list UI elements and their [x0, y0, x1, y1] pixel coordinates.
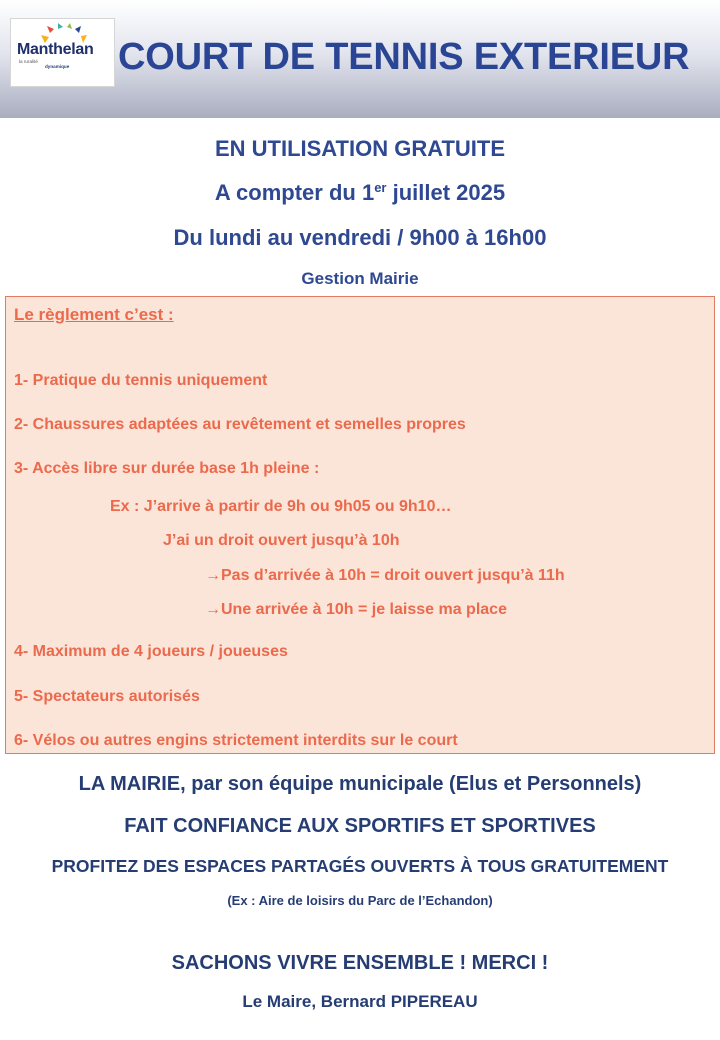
rule-3-example-2: J’ai un droit ouvert jusqu’à 10h — [163, 532, 400, 549]
start-date-prefix: A compter du 1 — [214, 180, 375, 205]
page-title: COURT DE TENNIS EXTERIEUR — [118, 36, 690, 78]
rule-3: 3- Accès libre sur durée base 1h pleine : — [14, 460, 320, 477]
management-line: Gestion Mairie — [301, 269, 419, 288]
rule-3-example-4-text: Une arrivée à 10h = je laisse ma place — [221, 601, 507, 618]
rules-box — [5, 296, 715, 754]
trust-line: FAIT CONFIANCE AUX SPORTIFS ET SPORTIVES — [124, 815, 596, 837]
free-use-line: EN UTILISATION GRATUITE — [214, 136, 506, 161]
closing-line: SACHONS VIVRE ENSEMBLE ! MERCI ! — [171, 952, 549, 974]
rule-3-example-1: Ex : J’arrive à partir de 9h ou 9h05 ou 9h10… — [110, 498, 452, 515]
rule-6: 6- Vélos ou autres engins strictement interdits sur le court — [14, 732, 458, 749]
example-park-line: (Ex : Aire de loisirs du Parc de l’Echandon) — [227, 893, 493, 908]
rule-3-example-3 — [205, 567, 565, 585]
schedule-line: Du lundi au vendredi / 9h00 à 16h00 — [173, 225, 547, 250]
logo-tagline-1: la ruralité — [19, 59, 38, 64]
rule-5: 5- Spectateurs autorisés — [14, 688, 200, 705]
header-banner — [0, 0, 720, 118]
logo-name: Manthelan — [17, 41, 94, 58]
rules-title: Le règlement c’est : — [14, 305, 174, 324]
arrow-right-icon: → — [205, 567, 221, 584]
start-date-suffix: juillet 2025 — [386, 180, 506, 205]
logo-tagline-2: dynamique — [45, 64, 70, 69]
start-date-sup: er — [374, 180, 387, 195]
manthelan-logo — [10, 18, 115, 87]
arrow-right-icon: → — [205, 601, 221, 618]
rule-1: 1- Pratique du tennis uniquement — [14, 372, 268, 389]
rule-3-example-4 — [205, 601, 507, 619]
rule-3-example-3-text: Pas d’arrivée à 10h = droit ouvert jusqu’à 11h — [221, 567, 565, 584]
start-date-line — [0, 180, 720, 206]
shared-spaces-line: PROFITEZ DES ESPACES PARTAGÉS OUVERTS À TOUS GRATUITEMENT — [51, 856, 669, 876]
rule-4: 4- Maximum de 4 joueurs / joueuses — [14, 643, 288, 660]
mairie-line: LA MAIRIE, par son équipe municipale (Elus et Personnels) — [78, 773, 642, 795]
signature-line: Le Maire, Bernard PIPEREAU — [242, 992, 478, 1011]
rule-2: 2- Chaussures adaptées au revêtement et semelles propres — [14, 416, 466, 433]
